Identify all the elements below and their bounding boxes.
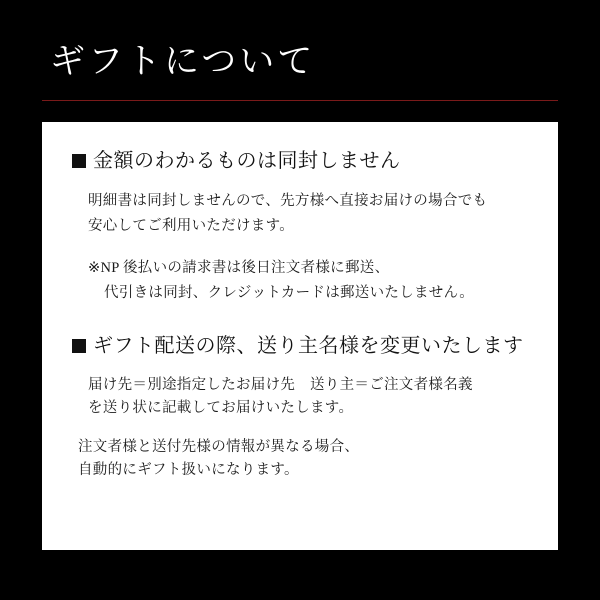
body-line: 自動的にギフト扱いになります。 xyxy=(78,462,299,479)
body-block xyxy=(72,189,528,240)
body-line: ※NP 後払いの請求書は後日注文者様に郵送、 xyxy=(88,259,390,276)
body-block xyxy=(72,256,528,307)
content-card xyxy=(42,122,558,550)
title-divider xyxy=(42,100,558,101)
section-sender-name-change xyxy=(72,333,528,483)
body-line: 注文者様と送付先様の情報が異なる場合、 xyxy=(78,438,360,455)
page-title: ギフトについて xyxy=(50,42,316,81)
body-block xyxy=(72,436,528,482)
section-heading-text: ギフト配送の際、送り主名様を変更いたします xyxy=(93,334,524,357)
section-heading xyxy=(72,333,528,360)
body-line: 届け先＝別途指定したお届け先 送り主＝ご注文者様名義 xyxy=(88,376,473,393)
section-heading xyxy=(72,148,528,175)
body-line: 安心してご利用いただけます。 xyxy=(88,218,295,235)
title-block xyxy=(0,0,600,104)
square-bullet-icon xyxy=(72,154,86,168)
body-line: 代引きは同封、クレジットカードは郵送いたしません。 xyxy=(104,285,475,302)
section-heading-text: 金額のわかるものは同封しません xyxy=(93,150,401,172)
body-line: 明細書は同封しませんので、先方様へ直接お届けの場合でも xyxy=(88,193,488,209)
section-no-price-enclosed xyxy=(72,148,528,307)
square-bullet-icon xyxy=(72,339,86,353)
body-line: を送り状に記載してお届けいたします。 xyxy=(88,399,354,416)
body-block xyxy=(72,374,528,420)
